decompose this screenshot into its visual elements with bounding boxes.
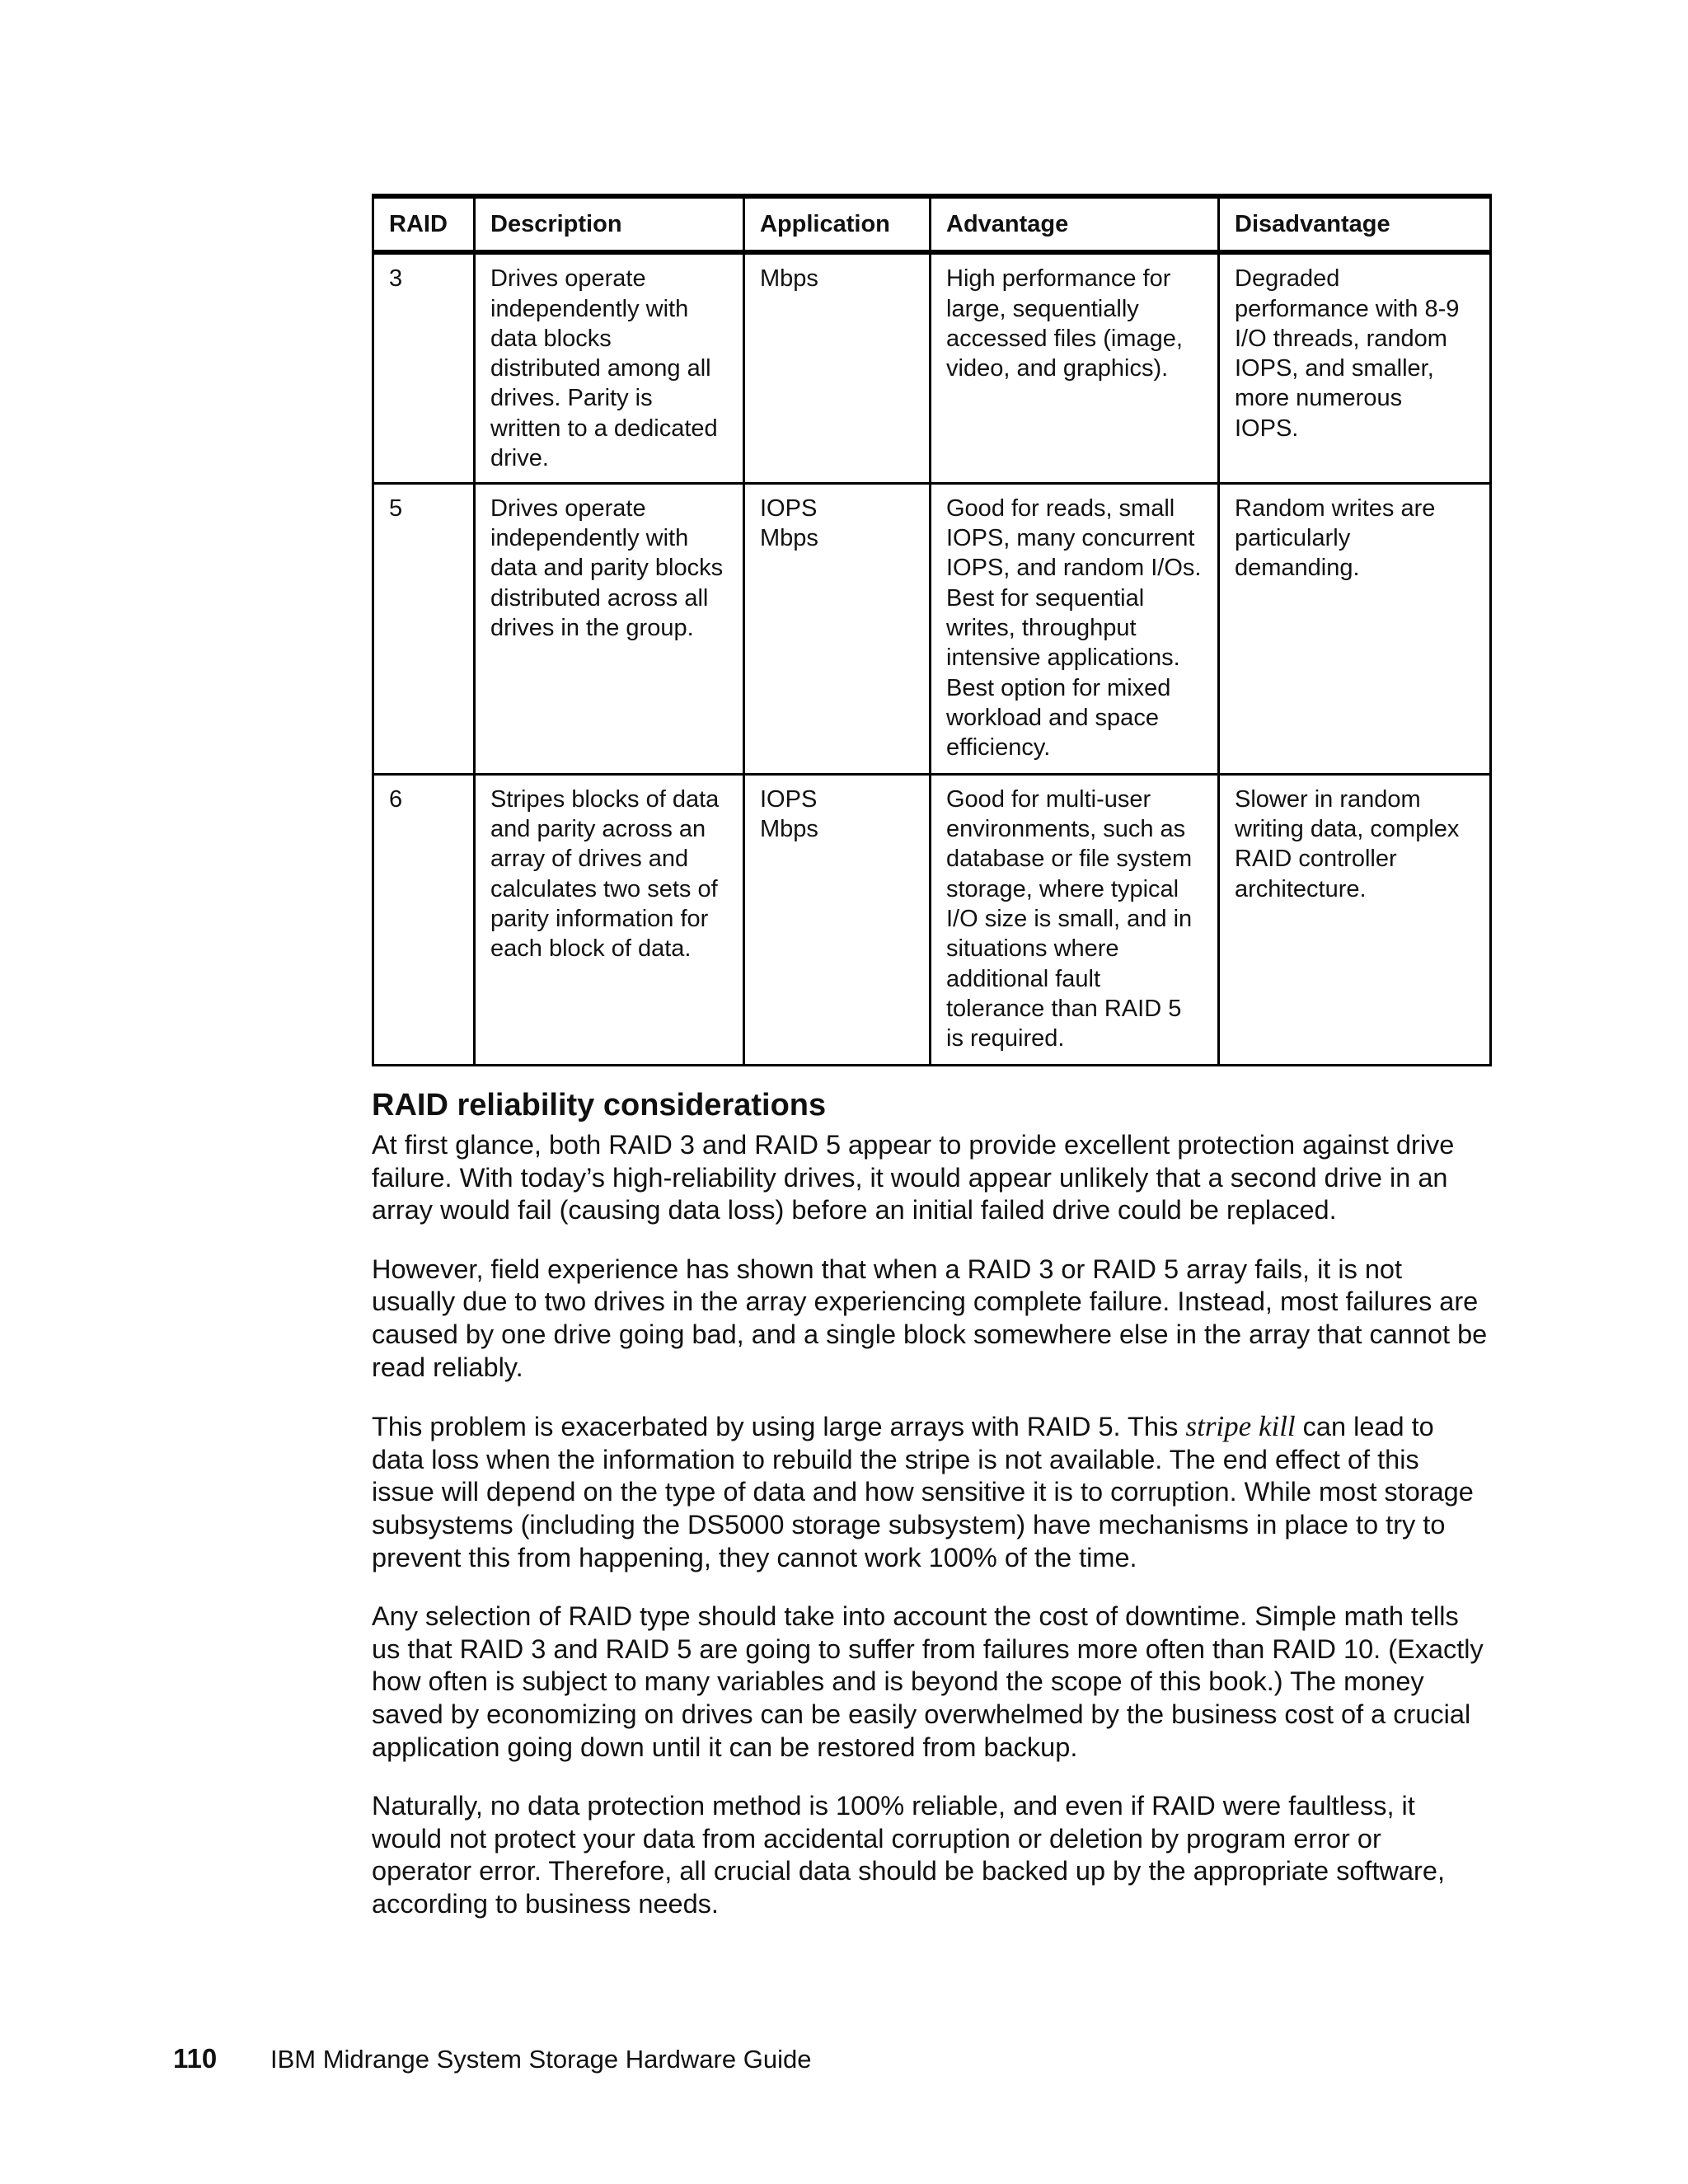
paragraph-text: can lead to data loss when the information to rebuild the stripe is not available. The end effect of this issue will depend on the type of data and how sensitive it is to corruption. While most storage subsystems (including the DS5000 storage subsystem) have mechanisms in place to try to prevent this from happening, they cannot work 100% of the time. [372,1412,1474,1572]
paragraph: Naturally, no data protection method is 100% reliable, and even if RAID were faultless, it would not protect your data from accidental corruption or deletion by program error or operator error. Therefore, all crucial data should be backed up by the appropriate software, according to business needs. [372,1791,1445,1919]
raid-level: 3 [389,265,403,293]
emphasis-term: stripe kill [1185,1410,1296,1443]
disadvantage-text: Random writes are particularly demanding. [1235,494,1436,582]
page-footer [173,2042,811,2076]
application-text: Mbps [760,265,818,293]
advantage-text: High performance for large, sequentially accessed files (image, video, and graphics). [946,265,1183,382]
header-disadvantage: Disadvantage [1219,196,1491,252]
paragraph-text: This problem is exacerbated by using large arrays with RAID 5. This [372,1412,1186,1442]
table-row [373,483,1491,774]
raid-comparison-table [372,194,1492,1066]
disadvantage-text: Slower in random writing data, complex RAID controller architecture. [1235,785,1460,902]
body-text [372,1129,1501,1947]
paragraph: At first glance, both RAID 3 and RAID 5 appear to provide excellent protection against drive failure. With today’s high-reliability drives, it would appear unlikely that a second drive in an array would fail (causing data loss) before an initial failed drive could be replaced. [372,1130,1455,1226]
header-application: Application [744,196,931,252]
cell-raid [373,252,475,483]
cell-raid [373,774,475,1065]
header-advantage: Advantage [931,196,1219,252]
table-row [373,774,1491,1065]
paragraph: However, field experience has shown that when a RAID 3 or RAID 5 array fails, it is not usually due to two drives in the array experiencing complete failure. Instead, most failures are caused by one drive going bad, and a single block somewhere else in the array that cannot be read reliably. [372,1254,1488,1382]
section-heading: RAID reliability considerations [372,1088,827,1122]
description-text: Stripes blocks of data and parity across an array of drives and calculates two sets of parity information for each block of data. [490,785,720,963]
cell-description [475,483,744,774]
cell-application [744,483,931,774]
raid-level: 5 [389,494,403,522]
table-header-row [373,196,1491,252]
paragraph [372,1410,1501,1574]
advantage-text: Good for multi-user environments, such as database or file system storage, where typical I/O size is small, and in situations where additional fault tolerance than RAID 5 is required. [946,785,1193,1052]
table-row [373,252,1491,483]
application-text: IOPS Mbps [760,785,818,843]
cell-advantage [931,774,1219,1065]
cell-advantage [931,483,1219,774]
book-title: IBM Midrange System Storage Hardware Guide [270,2045,812,2074]
header-description: Description [475,196,744,252]
cell-application [744,774,931,1065]
cell-disadvantage [1219,483,1491,774]
cell-disadvantage [1219,252,1491,483]
paragraph: Any selection of RAID type should take into account the cost of downtime. Simple math tells us that RAID 3 and RAID 5 are going to suffer from failures more often than RAID 10. (Exactly how often is subject to many variables and is beyond the scope of this book.) The money saved by economizing on drives can be easily overwhelmed by the business cost of a crucial application going down until it can be restored from backup. [372,1601,1484,1762]
cell-description [475,774,744,1065]
description-text: Drives operate independently with data blocks distributed among all drives. Parity is written to a dedicated drive. [490,265,718,472]
application-text: IOPS Mbps [760,494,818,552]
cell-raid [373,483,475,774]
raid-level: 6 [389,785,403,813]
cell-application [744,252,931,483]
cell-description [475,252,744,483]
header-raid: RAID [373,196,475,252]
description-text: Drives operate independently with data and parity blocks distributed across all drives in the group. [490,494,724,641]
cell-advantage [931,252,1219,483]
page-number: 110 [173,2043,218,2074]
disadvantage-text: Degraded performance with 8-9 I/O threads, random IOPS, and smaller, more numerous IOPS. [1235,265,1460,442]
cell-disadvantage [1219,774,1491,1065]
advantage-text: Good for reads, small IOPS, many concurrent IOPS, and random I/Os. Best for sequential writes, throughput intensive applications. Best option for mixed workload and space efficiency. [946,494,1202,762]
